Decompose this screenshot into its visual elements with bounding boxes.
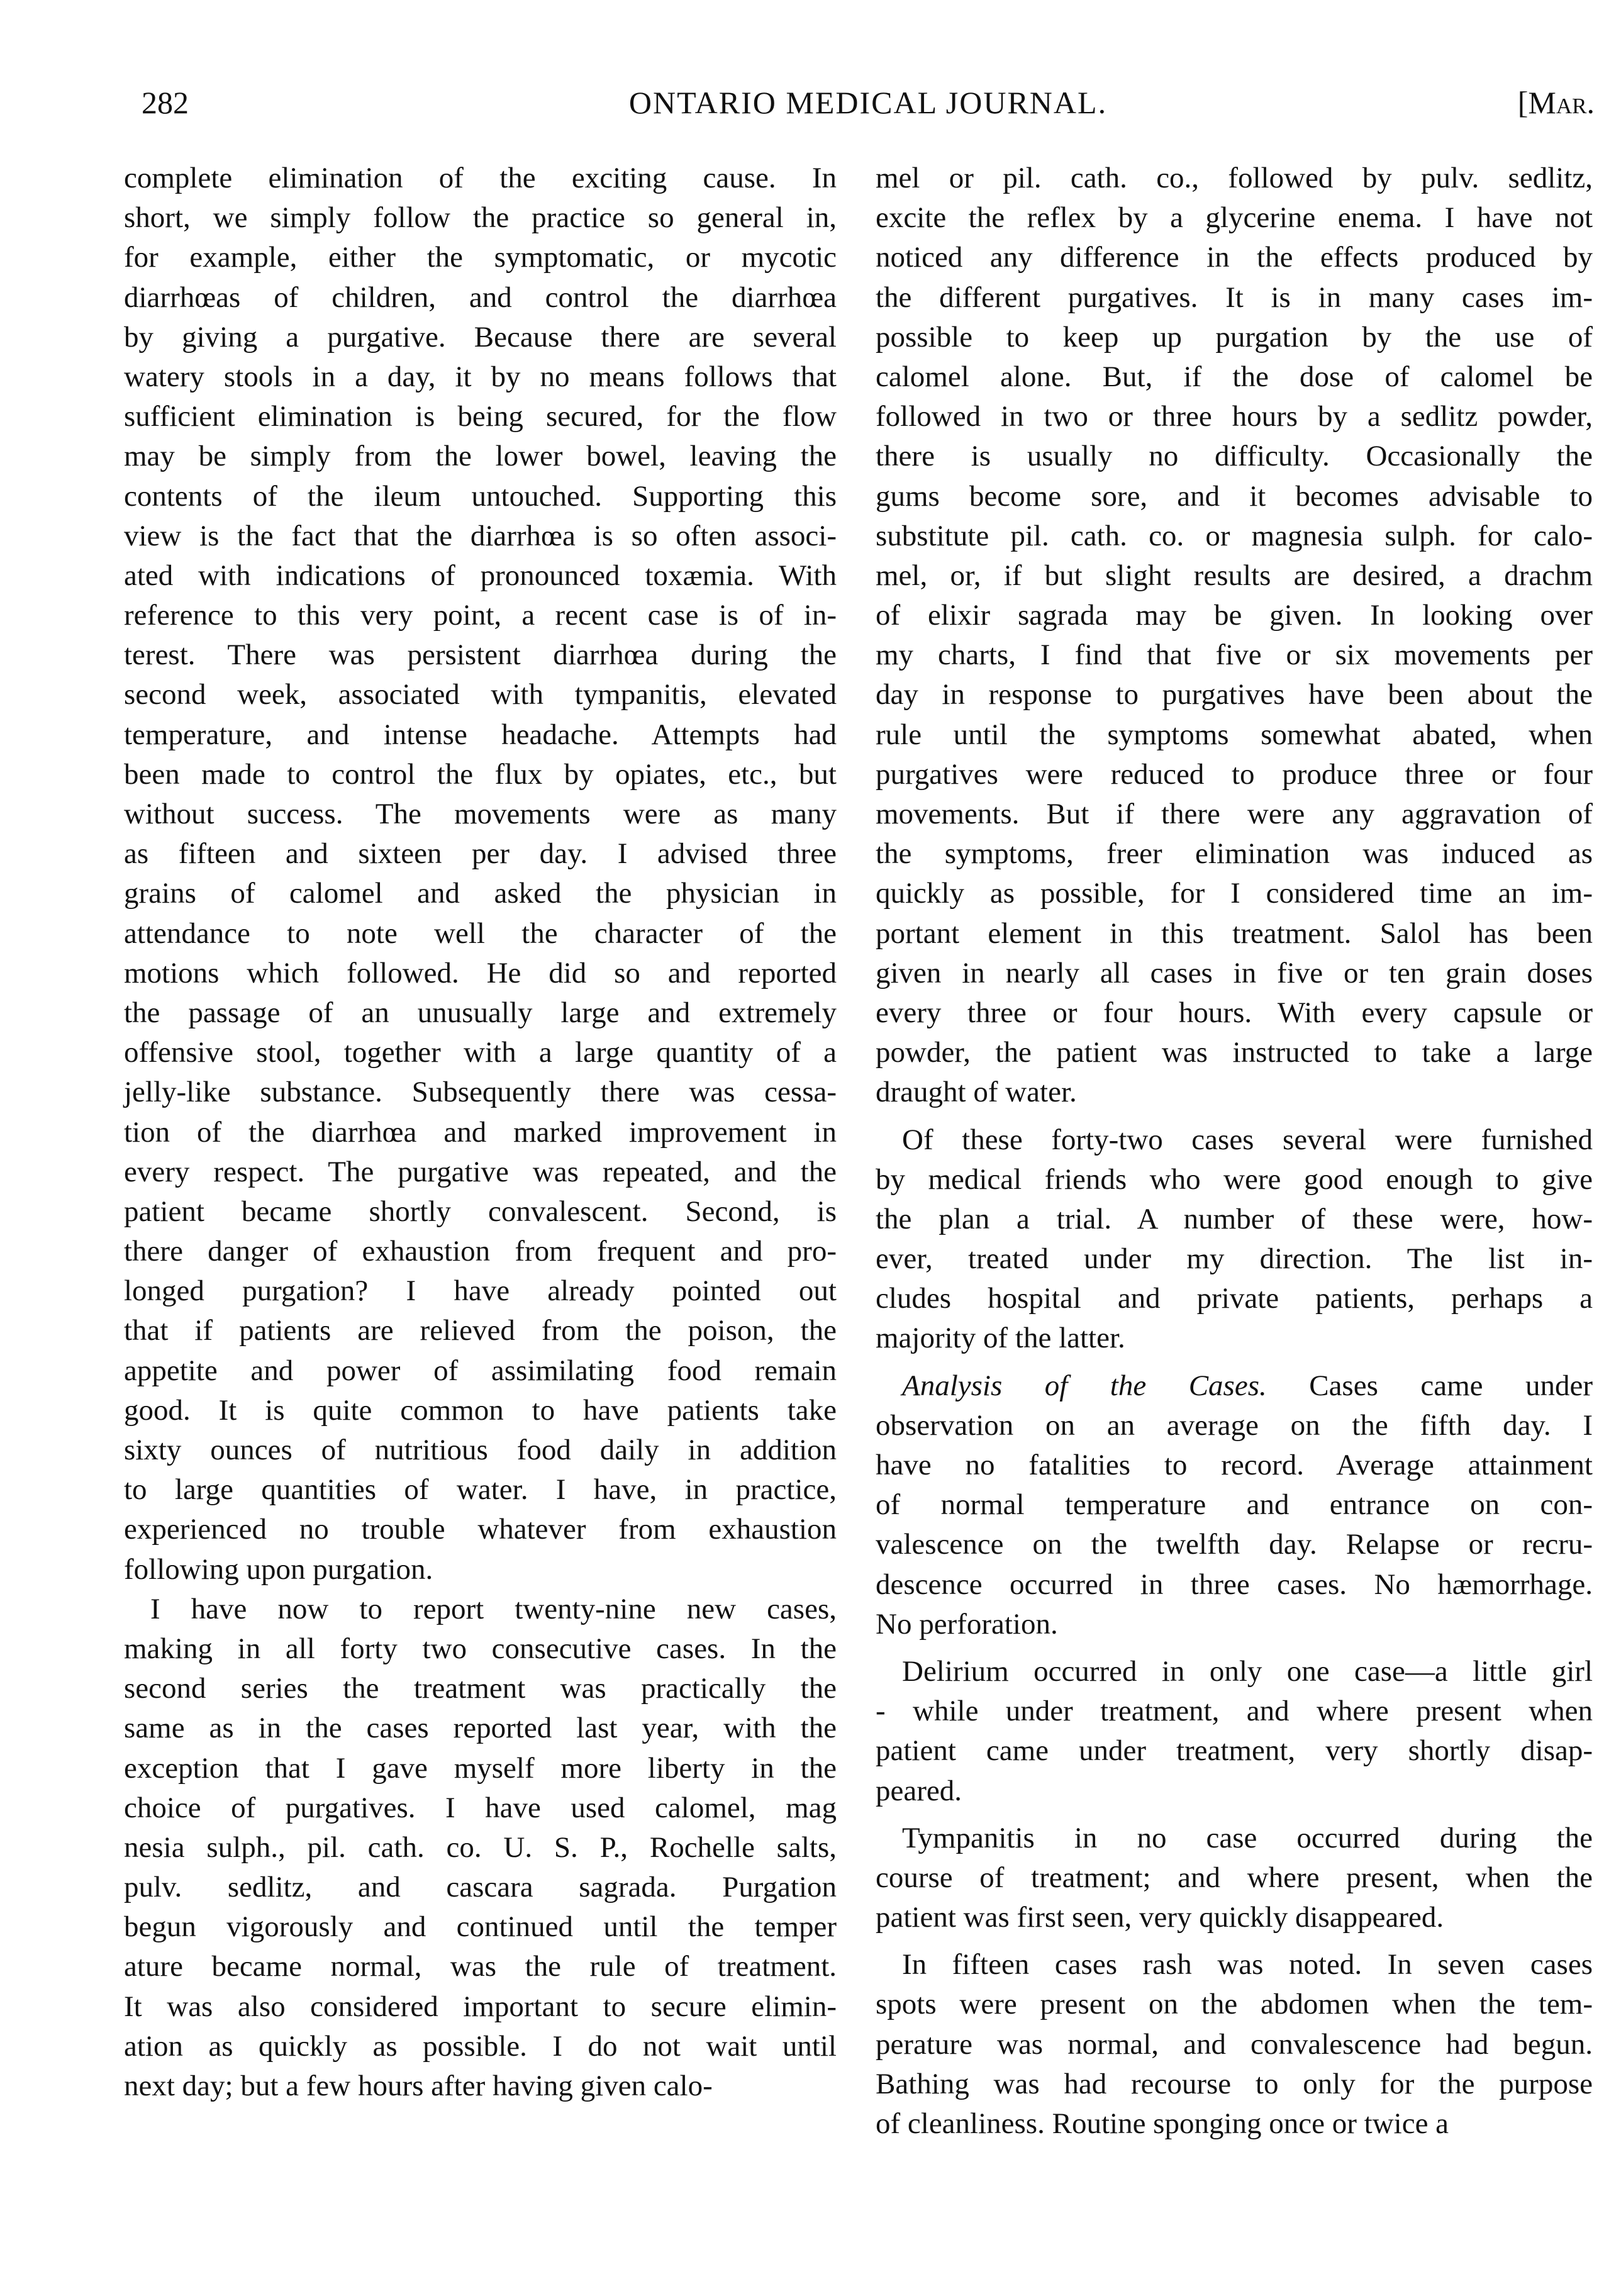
- text-line: majority of the latter.: [876, 1322, 1125, 1355]
- text-line: terest. There was persistent diarrhœa during the: [124, 638, 837, 672]
- text-line: grains of calomel and asked the physician in: [124, 877, 837, 910]
- page-number: 282: [142, 85, 189, 120]
- paragraph: [876, 1120, 1593, 1359]
- paragraph: [876, 1819, 1593, 1938]
- text-line: there is usually no difficulty. Occasionally the: [876, 440, 1593, 473]
- text-line: the passage of an unusually large and extremely: [124, 996, 837, 1029]
- text-line: tion of the diarrhœa and marked improvement in: [124, 1115, 837, 1149]
- text-line: reference to this very point, a recent case is of in-: [124, 599, 837, 632]
- text-line: that if patients are relieved from the poison, the: [124, 1314, 837, 1347]
- text-line: portant element in this treatment. Salol has been: [876, 917, 1593, 950]
- text-line: motions which followed. He did so and reported: [124, 956, 837, 989]
- text-line: every three or four hours. With every capsule or: [876, 996, 1593, 1029]
- text-line: following upon purgation.: [124, 1552, 433, 1586]
- text-line: mel, or, if but slight results are desired, a drachm: [876, 559, 1593, 592]
- paragraph-gap: [876, 1359, 1593, 1366]
- text-line: making in all forty two consecutive cases. In the: [124, 1632, 837, 1665]
- text-line: next day; but a few hours after having given calo-: [124, 2070, 713, 2102]
- text-line: jelly-like substance. Subsequently there was cessa-: [124, 1076, 837, 1109]
- text-line: ated with indications of pronounced toxæmia. With: [124, 559, 837, 592]
- text-line: diarrhœas of children, and control the diarrhœa: [124, 281, 837, 314]
- text-line: for example, either the symptomatic, or mycotic: [124, 241, 837, 274]
- text-line: perature was normal, and convalescence had begun.: [876, 2027, 1593, 2061]
- text-line: contents of the ileum untouched. Supporting this: [124, 479, 837, 513]
- text-line: possible to keep up purgation by the use of: [876, 320, 1593, 354]
- text-line: followed in two or three hours by a sedlitz powder,: [876, 400, 1593, 433]
- running-header: [142, 81, 1595, 125]
- text-line: ever, treated under my direction. The list in-: [876, 1242, 1593, 1276]
- text-line: view is the fact that the diarrhœa is so often associ-: [124, 519, 837, 552]
- text-run: Cases came under: [1266, 1369, 1593, 1402]
- paragraph-gap: [876, 1937, 1593, 1945]
- text-line: purgatives were reduced to produce three or four: [876, 757, 1593, 791]
- text-line: I have now to report twenty-nine new cases,: [150, 1592, 837, 1625]
- text-line: same as in the cases reported last year, with the: [124, 1712, 837, 1745]
- text-line: been made to control the flux by opiates, etc., but: [124, 757, 837, 791]
- text-line: attendance to note well the character of the: [124, 917, 837, 950]
- text-line: gums become sore, and it becomes advisable to: [876, 479, 1593, 513]
- text-line: appetite and power of assimilating food remain: [124, 1354, 837, 1387]
- text-line: ature became normal, was the rule of treatment.: [124, 1950, 837, 1983]
- text-line: pulv. sedlitz, and cascara sagrada. Purgation: [124, 1871, 837, 1904]
- text-line: observation on an average on the fifth day. I: [876, 1408, 1593, 1442]
- text-line: without success. The movements were as many: [124, 798, 837, 830]
- paragraph-gap: [876, 1644, 1593, 1652]
- text-line: may be simply from the lower bowel, leaving the: [124, 440, 837, 473]
- text-line: my charts, I find that five or six movements per: [876, 638, 1593, 672]
- text-line: peared.: [876, 1774, 962, 1807]
- journal-title: ONTARIO MEDICAL JOURNAL.: [628, 85, 1108, 120]
- text-line: every respect. The purgative was repeated, and the: [124, 1155, 837, 1188]
- left-column: [124, 159, 837, 2106]
- text-line: there danger of exhaustion from frequent and pro-: [124, 1235, 837, 1268]
- text-line: Tympanitis in no case occurred during the: [902, 1821, 1593, 1854]
- text-line: valescence on the twelfth day. Relapse or recru-: [876, 1528, 1593, 1561]
- text-line: movements. But if there were any aggravation of: [876, 798, 1593, 830]
- text-line: have no fatalities to record. Average attainment: [876, 1449, 1593, 1481]
- paragraph: [124, 1590, 837, 2106]
- text-line: substitute pil. cath. co. or magnesia sulph. for calo-: [876, 519, 1593, 552]
- text-line: patient was first seen, very quickly disappeared.: [876, 1901, 1444, 1934]
- text-line: the symptoms, freer elimination was induced as: [876, 837, 1593, 871]
- text-line: patient came under treatment, very shortly disap-: [876, 1734, 1593, 1768]
- text-line: of normal temperature and entrance on con-: [876, 1488, 1593, 1522]
- text-line: It was also considered important to secure elimin-: [124, 1990, 837, 2023]
- right-column: [876, 159, 1593, 2144]
- text-line: second week, associated with tympanitis, elevated: [124, 678, 837, 711]
- text-line: short, we simply follow the practice so general in,: [124, 201, 837, 235]
- paragraph: [876, 1652, 1593, 1811]
- text-line: of cleanliness. Routine sponging once or twice a: [876, 2107, 1449, 2140]
- text-line: rule until the symptoms somewhat abated, when: [876, 718, 1593, 751]
- text-line: watery stools in a day, it by no means follows that: [124, 360, 837, 393]
- text-line: course of treatment; and where present, when the: [876, 1861, 1593, 1894]
- text-line: patient became shortly convalescent. Second, is: [124, 1195, 837, 1228]
- paragraph: [124, 159, 837, 1590]
- text-line: powder, the patient was instructed to take a large: [876, 1036, 1593, 1069]
- text-line: sufficient elimination is being secured, for the flow: [124, 400, 837, 433]
- text-line: spots were present on the abdomen when the tem-: [876, 1988, 1593, 2021]
- text-line: - while under treatment, and where present when: [876, 1695, 1593, 1728]
- text-line: offensive stool, together with a large quantity of a: [124, 1036, 837, 1069]
- text-line: noticed any difference in the effects produced by: [876, 241, 1593, 274]
- paragraph: [876, 159, 1593, 1113]
- section-heading: Analysis of the Cases.: [902, 1369, 1267, 1402]
- text-line: Delirium occurred in only one case—a little girl: [902, 1654, 1593, 1688]
- text-line: nesia sulph., pil. cath. co. U. S. P., Rochelle salts,: [124, 1831, 837, 1864]
- text-line: experienced no trouble whatever from exhaustion: [124, 1513, 837, 1546]
- text-line: complete elimination of the exciting cause. In: [124, 162, 837, 194]
- text-line: longed purgation? I have already pointed out: [124, 1274, 837, 1308]
- text-line: mel or pil. cath. co., followed by pulv. sedlitz,: [876, 162, 1593, 194]
- text-line: calomel alone. But, if the dose of calomel be: [876, 360, 1593, 393]
- text-line: of elixir sagrada may be given. In looking over: [876, 599, 1593, 632]
- paragraph: [876, 1945, 1593, 2144]
- paragraph: [876, 1366, 1593, 1644]
- text-line: ation as quickly as possible. I do not wait until: [124, 2029, 837, 2063]
- paragraph-gap: [876, 1113, 1593, 1120]
- text-line: descence occurred in three cases. No hæmorrhage.: [876, 1568, 1593, 1601]
- text-line: excite the reflex by a glycerine enema. I have not: [876, 201, 1593, 235]
- text-line: given in nearly all cases in five or ten grain doses: [876, 956, 1593, 989]
- text-line: to large quantities of water. I have, in practice,: [124, 1473, 837, 1507]
- text-line: the different purgatives. It is in many cases im-: [876, 281, 1593, 314]
- text-line: draught of water.: [876, 1076, 1077, 1109]
- text-line: day in response to purgatives have been about the: [876, 678, 1593, 711]
- text-line: cludes hospital and private patients, perhaps a: [876, 1282, 1593, 1315]
- text-line: by giving a purgative. Because there are several: [124, 320, 837, 354]
- text-line: temperature, and intense headache. Attempts had: [124, 718, 837, 751]
- issue-month: [Mar.: [1517, 85, 1595, 120]
- text-line: by medical friends who were good enough to give: [876, 1162, 1593, 1196]
- text-line: quickly as possible, for I considered time an im-: [876, 877, 1593, 910]
- text-line: exception that I gave myself more liberty in the: [124, 1751, 837, 1785]
- text-line: [876, 1366, 1593, 1406]
- text-line: choice of purgatives. I have used calomel, mag: [124, 1791, 837, 1824]
- text-line: good. It is quite common to have patients take: [124, 1393, 837, 1427]
- text-line: Of these forty-two cases several were furnished: [902, 1123, 1593, 1156]
- paragraph-gap: [876, 1811, 1593, 1819]
- text-line: the plan a trial. A number of these were, how-: [876, 1202, 1593, 1235]
- text-line: Bathing was had recourse to only for the purpose: [876, 2067, 1593, 2100]
- text-line: begun vigorously and continued until the temper: [124, 1910, 837, 1944]
- text-line: second series the treatment was practically the: [124, 1672, 837, 1705]
- text-line: as fifteen and sixteen per day. I advised three: [124, 837, 837, 871]
- text-line: In fifteen cases rash was noted. In seven cases: [902, 1948, 1593, 1981]
- text-line: sixty ounces of nutritious food daily in addition: [124, 1434, 837, 1466]
- text-line: No perforation.: [876, 1607, 1058, 1641]
